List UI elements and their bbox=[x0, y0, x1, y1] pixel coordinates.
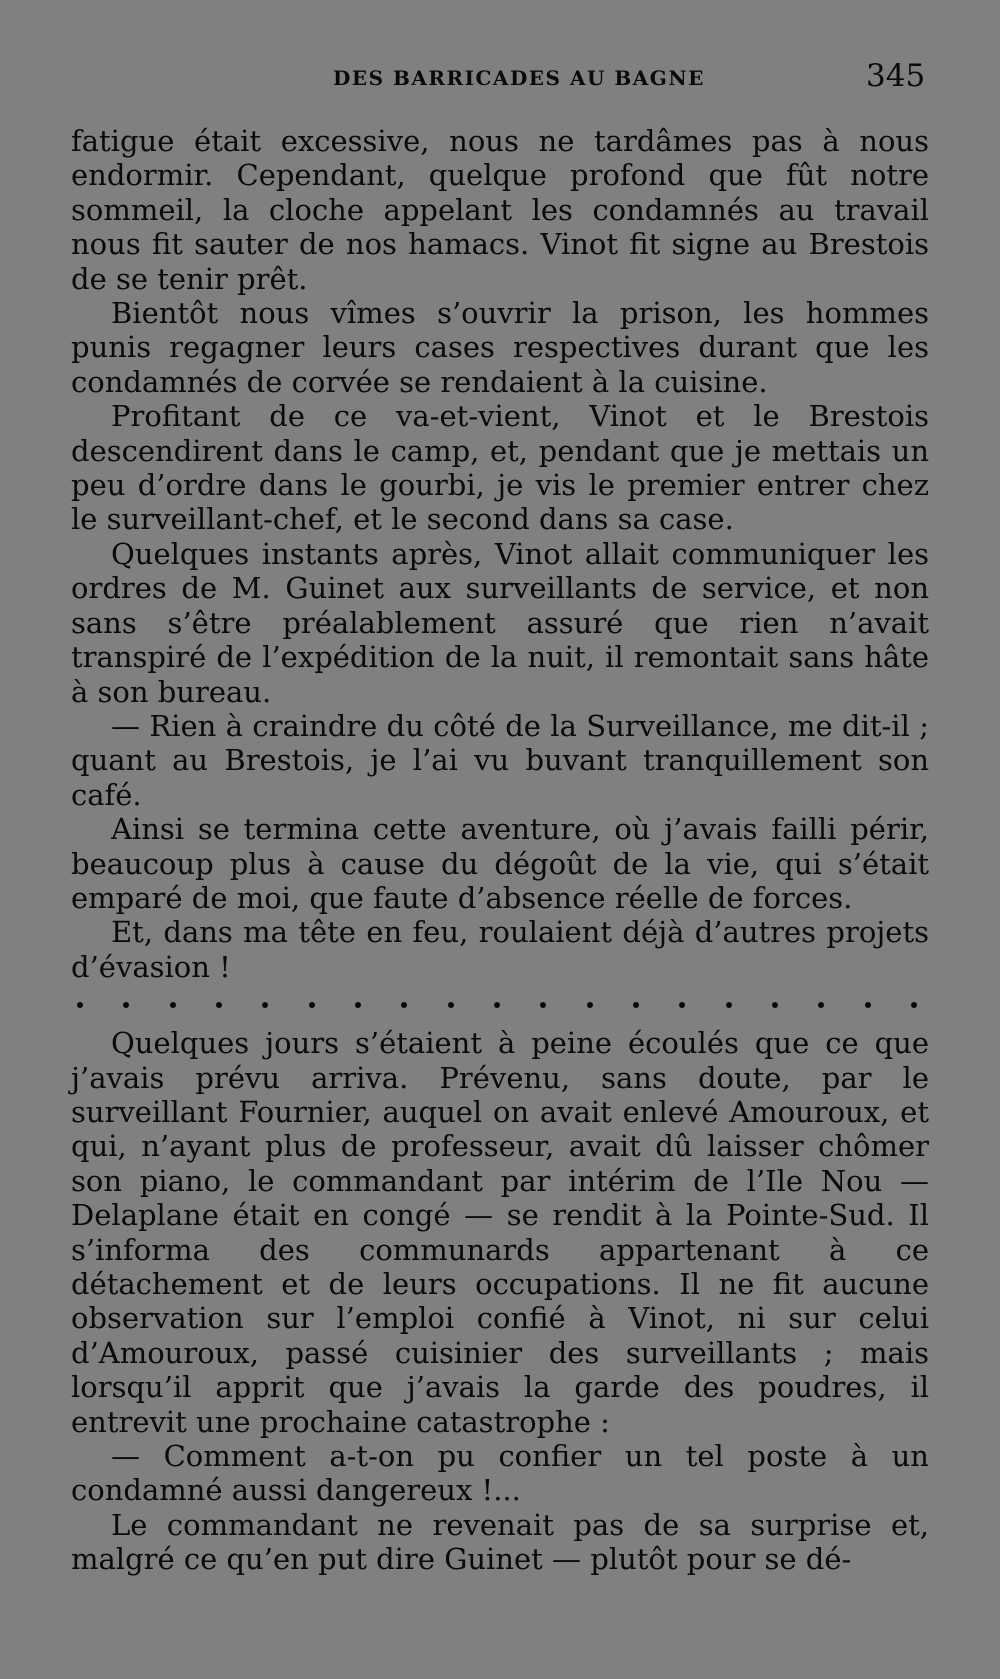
separator-dot bbox=[309, 1002, 315, 1008]
paragraph-8: Quelques jours s’étaient à peine écoulés que ce que j’avais prévu arriva. Prévenu, sans doute, par le surveillant Fournier, auquel on avait enlevé Amouroux, et qui, n’ayant plus de professeur, avait dû laisser chômer son piano, le commandant par intérim de l’Ile Nou — Delaplane était en congé — se rendit à la Pointe-Sud. Il s’informa des communards appartenant à ce détachement et de leurs occupations. Il ne fit aucune observation sur l’emploi confié à Vinot, ni sur celui d’Amouroux, passé cuisinier des surveillants ; mais lorsqu’il apprit que j’avais la garde des poudres, il entrevit une prochaine catastrophe : bbox=[71, 1026, 929, 1439]
separator-dot bbox=[448, 1002, 454, 1008]
separator-dot bbox=[216, 1002, 222, 1008]
separator-dot bbox=[911, 1002, 917, 1008]
separator-dot bbox=[262, 1002, 268, 1008]
separator-dot bbox=[494, 1002, 500, 1008]
separator-dot bbox=[633, 1002, 639, 1008]
separator-dot bbox=[772, 1002, 778, 1008]
paragraph-6: Ainsi se termina cette aventure, où j’avais failli périr, beaucoup plus à cause du dégoût de la vie, qui s’était emparé de moi, que faute d’absence réelle de forces. bbox=[71, 812, 929, 915]
paragraph-4: Quelques instants après, Vinot allait communiquer les ordres de M. Guinet aux surveillants de service, et non sans s’être préalablement assuré que rien n’avait transpiré de l’expédition de la nuit, il remontait sans hâte à son bureau. bbox=[71, 536, 929, 709]
separator-dot bbox=[170, 1002, 176, 1008]
separator-dot bbox=[587, 1002, 593, 1008]
separator-dot bbox=[355, 1002, 361, 1008]
body-text bbox=[71, 124, 929, 1577]
separator-dot bbox=[77, 1002, 83, 1008]
paragraph-2: Bientôt nous vîmes s’ouvrir la prison, les hommes punis regagner leurs cases respectives durant que les condamnés de corvée se rendaient à la cuisine. bbox=[71, 296, 929, 399]
paragraph-5: — Rien à craindre du côté de la Surveillance, me dit-il ; quant au Brestois, je l’ai vu buvant tranquillement son café. bbox=[71, 708, 929, 812]
paragraph-10: Le commandant ne revenait pas de sa surprise et, malgré ce qu’en put dire Guinet — plutôt pour se dé- bbox=[71, 1507, 929, 1577]
paragraph-9: — Comment a-t-on pu confier un tel poste à un condamné aussi dangereux !... bbox=[71, 1439, 929, 1508]
page-number: 345 bbox=[866, 58, 926, 94]
separator-dot bbox=[726, 1002, 732, 1008]
paragraph-1: fatigue était excessive, nous ne tardâmes pas à nous endormir. Cependant, quelque profond que fût notre sommeil, la cloche appelant les condamnés au travail nous fit sauter de nos hamacs. Vinot fit signe au Brestois de se tenir prêt. bbox=[71, 124, 929, 296]
section-separator bbox=[71, 988, 929, 1022]
separator-dot bbox=[679, 1002, 685, 1008]
separator-dot bbox=[865, 1002, 871, 1008]
separator-dot bbox=[123, 1002, 129, 1008]
running-head bbox=[0, 58, 1000, 96]
separator-dot bbox=[540, 1002, 546, 1008]
running-title: DES BARRICADES AU BAGNE bbox=[333, 66, 705, 90]
paragraph-3: Profitant de ce va-et-vient, Vinot et le Brestois descendirent dans le camp, et, pendant que je mettais un peu d’ordre dans le gourbi, je vis le premier entrer chez le surveillant-chef, et le second dans sa case. bbox=[71, 399, 929, 537]
separator-dot bbox=[818, 1002, 824, 1008]
separator-dot bbox=[401, 1002, 407, 1008]
paragraph-7: Et, dans ma tête en feu, roulaient déjà d’autres projets d’évasion ! bbox=[71, 915, 929, 984]
